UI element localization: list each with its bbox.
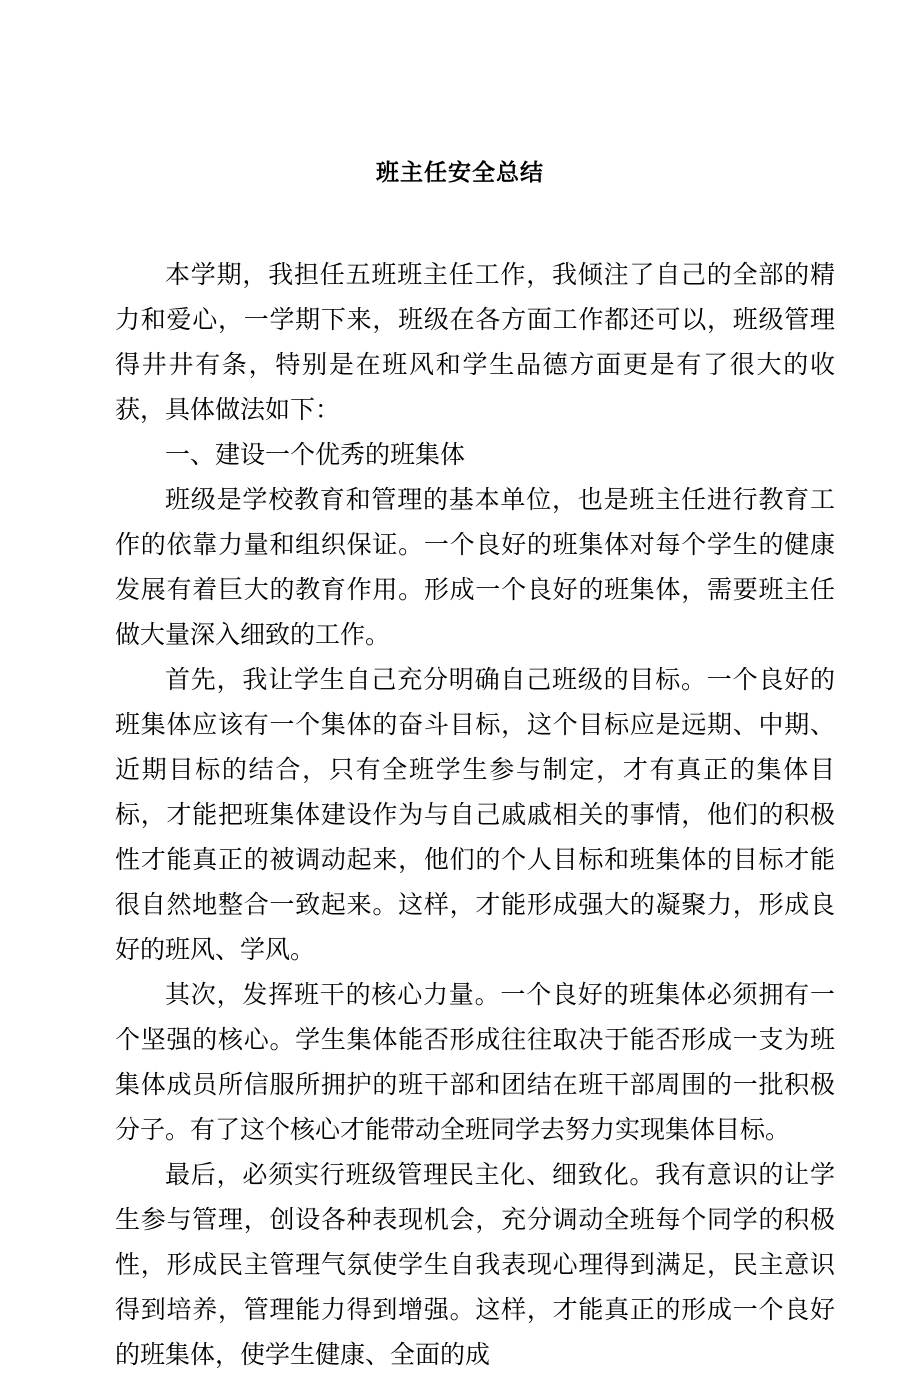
- paragraph-class-basis: 班级是学校教育和管理的基本单位，也是班主任进行教育工作的依靠力量和组织保证。一个良好的班集体对每个学生的健康发展有着巨大的教育作用。形成一个良好的班集体，需要班主任做大量深入细致的工作。: [115, 485, 835, 649]
- paragraph-last-democracy: 最后，必须实行班级管理民主化、细致化。我有意识的让学生参与管理，创设各种表现机会，充分调动全班每个同学的积极性，形成民主管理气氛使学生自我表现心理得到满足，民主意识得到培养，管理能力得到增强。这样，才能真正的形成一个良好的班集体，使学生健康、全面的成: [115, 1160, 835, 1369]
- document-body: [115, 252, 835, 1377]
- paragraph-second-core: 其次，发挥班干的核心力量。一个良好的班集体必须拥有一个坚强的核心。学生集体能否形成往往取决于能否形成一支为班集体成员所信服所拥护的班干部和团结在班干部周围的一批积极分子。有了这个核心才能带动全班同学去努力实现集体目标。: [115, 980, 835, 1144]
- paragraph-first-goal: 首先，我让学生自己充分明确自己班级的目标。一个良好的班集体应该有一个集体的奋斗目标，这个目标应是远期、中期、近期目标的结合，只有全班学生参与制定，才有真正的集体目标，才能把班集体建设作为与自己戚戚相关的事情，他们的积极性才能真正的被调动起来，他们的个人目标和班集体的目标才能很自然地整合一致起来。这样，才能形成强大的凝聚力，形成良好的班风、学风。: [115, 665, 835, 964]
- section-heading-1: 一、建设一个优秀的班集体: [165, 440, 466, 469]
- page-title: 班主任安全总结: [376, 159, 544, 186]
- paragraph-intro: 本学期，我担任五班班主任工作，我倾注了自己的全部的精力和爱心，一学期下来，班级在各方面工作都还可以，班级管理得井井有条，特别是在班风和学生品德方面更是有了很大的收获，具体做法如下：: [115, 260, 835, 424]
